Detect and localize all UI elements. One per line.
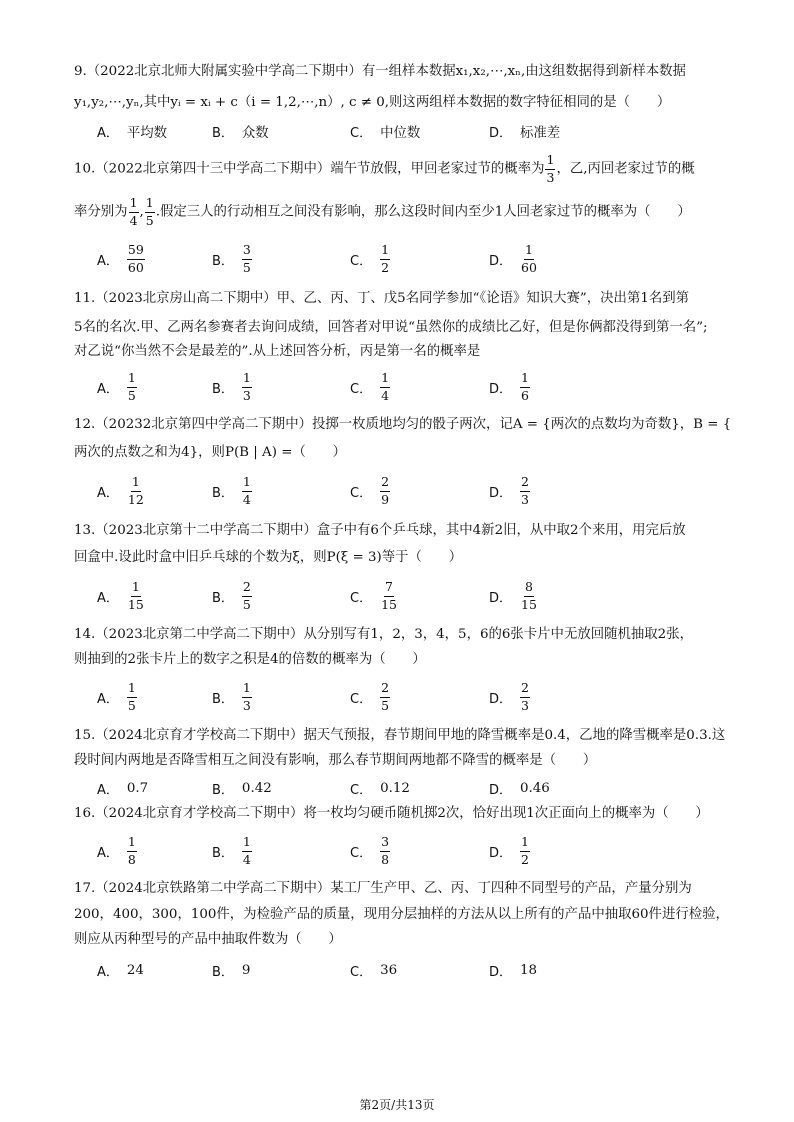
question-15-line-2: 段时间内两地是否降雪相互之间没有影响，那么春节期间两地都不降雪的概率是（ ）	[74, 753, 597, 768]
option-label: A．	[97, 381, 119, 397]
option-label: C．	[350, 253, 373, 269]
option-text: 36	[380, 962, 398, 978]
fraction	[520, 372, 530, 402]
fraction-denominator: 4	[381, 387, 390, 403]
fraction-denominator: 3	[242, 697, 251, 713]
fraction	[129, 197, 139, 227]
option-a[interactable]	[97, 367, 137, 407]
option-label: D．	[489, 381, 513, 397]
option-label: A．	[97, 125, 119, 141]
fraction-denominator: 60	[127, 259, 144, 275]
option-b[interactable]	[212, 768, 272, 808]
question-16-line-1: 16.（2024北京育才学校高二下期中）将一枚均匀硬币随机掷2次，恰好出现1次正面向上的概率为（ ）	[74, 806, 709, 821]
option-b[interactable]	[212, 677, 252, 717]
option-b[interactable]	[212, 239, 252, 279]
question-14-line-2: 则抽到的2张卡片上的数字之积是4的倍数的概率为（ ）	[74, 652, 426, 667]
fraction	[127, 372, 137, 402]
fraction-numerator: 8	[524, 581, 534, 597]
question-12-line-1: 12.（20232北京第四中学高二下期中）投掷一枚质地均匀的骰子两次，记A = {两次的点数均为奇数}，B = {	[74, 417, 732, 432]
question-13-line-1: 13.（2023北京第十二中学高二下期中）盒子中有6个乒乓球，其中4新2旧，从中取2个来用，用完后放	[74, 523, 686, 538]
comma: ,	[139, 204, 144, 220]
option-label: C．	[350, 485, 373, 501]
option-label: D．	[489, 845, 513, 861]
option-label: B．	[212, 125, 234, 141]
fraction-numerator: 1	[131, 581, 141, 597]
option-label: B．	[212, 381, 234, 397]
fraction-numerator: 1	[127, 682, 137, 698]
option-a[interactable]	[97, 471, 145, 511]
option-text: 标准差	[520, 125, 561, 141]
option-label: B．	[212, 964, 234, 980]
option-a[interactable]	[97, 831, 137, 871]
option-text: 0.46	[520, 780, 550, 796]
fraction	[520, 836, 530, 866]
fraction	[145, 197, 155, 227]
option-label: C．	[350, 125, 373, 141]
option-label: C．	[350, 964, 373, 980]
option-a[interactable]	[97, 950, 144, 990]
option-text: 18	[520, 962, 538, 978]
option-c[interactable]	[350, 831, 390, 871]
fraction-denominator: 5	[242, 259, 251, 275]
fraction-numerator: 3	[380, 836, 390, 852]
question-9-line-2: y₁,y₂,⋯,yₙ,其中yᵢ = xᵢ + c（i = 1,2,⋯,n）, c ≠ 0,则这两组样本数据的数字特征相同的是（ ）	[74, 95, 671, 110]
fraction-denominator: 8	[127, 851, 136, 867]
fraction-numerator: 1	[242, 836, 252, 852]
option-c[interactable]	[350, 677, 390, 717]
fraction-numerator: 1	[127, 836, 137, 852]
fraction	[127, 836, 137, 866]
option-d[interactable]	[489, 111, 560, 151]
fraction-numerator: 1	[145, 197, 155, 213]
option-b[interactable]	[212, 471, 252, 511]
fraction-numerator: 59	[127, 244, 145, 260]
fraction	[127, 476, 145, 506]
fraction-denominator: 9	[381, 491, 390, 507]
question-14-options	[97, 677, 697, 717]
fraction	[380, 836, 390, 866]
question-17-options	[97, 950, 697, 990]
option-label: A．	[97, 485, 119, 501]
question-10-text-c: 率分别为	[74, 204, 128, 220]
fraction-denominator: 3	[521, 697, 529, 713]
fraction	[242, 836, 252, 866]
option-label: D．	[489, 782, 513, 798]
question-16-options	[97, 831, 697, 871]
option-c[interactable]	[350, 367, 390, 407]
fraction-numerator: 1	[520, 836, 530, 852]
fraction	[242, 581, 252, 611]
fraction-denominator: 4	[129, 212, 138, 228]
fraction	[380, 372, 390, 402]
option-d[interactable]	[489, 367, 530, 407]
option-label: D．	[489, 590, 513, 606]
question-10-text-d: .假定三人的行动相互之间没有影响，那么这段时间内至少1人回老家过节的概率为（ ）	[155, 204, 691, 220]
fraction-numerator: 7	[384, 581, 394, 597]
option-a[interactable]	[97, 677, 137, 717]
option-text: 0.42	[241, 780, 272, 796]
fraction	[545, 154, 555, 184]
option-d[interactable]	[489, 239, 538, 279]
option-label: D．	[489, 691, 513, 707]
option-label: D．	[489, 485, 513, 501]
option-b[interactable]	[212, 367, 252, 407]
option-c[interactable]	[350, 111, 420, 151]
fraction	[380, 476, 390, 506]
option-b[interactable]	[212, 831, 252, 871]
option-b[interactable]	[212, 950, 250, 990]
fraction-numerator: 1	[242, 476, 252, 492]
fraction-denominator: 5	[127, 697, 136, 713]
fraction-denominator: 60	[521, 259, 537, 275]
question-13-line-2: 回盒中.设此时盒中旧乒乓球的个数为ξ，则P(ξ = 3)等于（ ）	[74, 550, 463, 565]
fraction	[520, 476, 530, 506]
fraction-denominator: 5	[242, 596, 251, 612]
option-a[interactable]	[97, 111, 167, 151]
option-b[interactable]	[212, 576, 252, 616]
fraction-denominator: 2	[521, 851, 529, 867]
option-label: C．	[350, 590, 373, 606]
fraction-numerator: 2	[520, 682, 530, 698]
option-a[interactable]	[97, 768, 148, 808]
fraction-numerator: 1	[520, 372, 530, 388]
option-d[interactable]	[489, 768, 550, 808]
option-label: D．	[489, 125, 513, 141]
fraction-denominator: 15	[127, 596, 144, 612]
question-9-line-1: 9.（2022北京北师大附属实验中学高二下期中）有一组样本数据x₁,x₂,⋯,xₙ,由这组数据得到新样本数据	[74, 64, 686, 79]
fraction-denominator: 5	[381, 697, 390, 713]
question-12-line-2: 两次的点数之和为4}，则P(B | A) =（ ）	[74, 445, 346, 460]
fraction-numerator: 2	[242, 581, 252, 597]
fraction-denominator: 15	[381, 596, 397, 612]
fraction-numerator: 1	[127, 372, 137, 388]
option-label: A．	[97, 845, 119, 861]
fraction-numerator: 1	[242, 682, 252, 698]
option-text: 众数	[241, 125, 269, 141]
option-d[interactable]	[489, 950, 537, 990]
option-b[interactable]	[212, 111, 269, 151]
option-text: 0.7	[126, 780, 149, 796]
option-label: A．	[97, 253, 119, 269]
fraction	[520, 244, 538, 274]
option-label: C．	[350, 782, 373, 798]
fraction	[380, 682, 390, 712]
fraction-denominator: 6	[521, 387, 529, 403]
fraction-numerator: 1	[545, 154, 555, 170]
fraction-numerator: 2	[520, 476, 530, 492]
option-label: A．	[97, 691, 119, 707]
fraction-numerator: 1	[129, 197, 139, 213]
fraction-numerator: 3	[242, 244, 252, 260]
option-c[interactable]	[350, 239, 390, 279]
option-c[interactable]	[350, 768, 410, 808]
option-label: B．	[212, 590, 234, 606]
question-10-text-a: 10.（2022北京第四十三中学高二下期中）端午节放假，甲回老家过节的概率为	[74, 161, 545, 177]
fraction-numerator: 1	[380, 372, 390, 388]
option-d[interactable]	[489, 576, 538, 616]
fraction-numerator: 1	[242, 372, 252, 388]
option-label: C．	[350, 691, 373, 707]
question-14-line-1: 14.（2023北京第二中学高二下期中）从分别写有1，2，3，4，5，6的6张卡片中无放回随机抽取2张，	[74, 627, 693, 642]
fraction	[127, 244, 145, 274]
fraction	[380, 581, 398, 611]
option-label: A．	[97, 964, 119, 980]
fraction-denominator: 4	[242, 491, 251, 507]
option-c[interactable]	[350, 950, 397, 990]
option-label: B．	[212, 691, 234, 707]
fraction-denominator: 4	[242, 851, 251, 867]
question-17-line-2: 200，400，300，100件，为检验产品的质量，现用分层抽样的方法从以上所有的产品中抽取60件进行检验，	[74, 907, 729, 922]
question-11-line-1: 11.（2023北京房山高二下期中）甲、乙、丙、丁、戊5名同学参加“《论语》知识大赛”，决出第1名到第	[74, 291, 690, 306]
option-d[interactable]	[489, 471, 530, 511]
question-10-text-b: ，乙,丙回老家过节的概	[556, 161, 695, 177]
question-11-options	[97, 367, 697, 407]
option-text: 平均数	[126, 125, 168, 141]
question-12-options	[97, 471, 697, 511]
question-11-line-3: 对乙说“你当然不会是最差的”.从上述回答分析，丙是第一名的概率是	[74, 344, 481, 359]
fraction	[242, 682, 252, 712]
fraction	[520, 581, 538, 611]
option-label: A．	[97, 590, 119, 606]
fraction-numerator: 1	[524, 244, 534, 260]
fraction-denominator: 8	[381, 851, 390, 867]
fraction	[380, 244, 390, 274]
question-10-line-2	[74, 197, 728, 227]
option-label: C．	[350, 381, 373, 397]
option-label: D．	[489, 964, 513, 980]
question-11-line-2: 5名的名次.甲、乙两名参赛者去询问成绩，回答者对甲说“虽然你的成绩比乙好，但是你俩都没得到第一名”;	[74, 320, 708, 335]
option-label: A．	[97, 782, 119, 798]
question-17-line-3: 则应从丙种型号的产品中抽取件数为（ ）	[74, 932, 342, 947]
question-9-options	[97, 111, 697, 151]
fraction	[242, 476, 252, 506]
fraction	[242, 244, 252, 274]
option-text: 0.12	[380, 780, 410, 796]
option-a[interactable]	[97, 576, 145, 616]
fraction-denominator: 5	[127, 387, 136, 403]
question-17-line-1: 17.（2024北京铁路第二中学高二下期中）某工厂生产甲、乙、丙、丁四种不同型号的产品，产量分别为	[74, 881, 692, 896]
fraction-denominator: 2	[381, 259, 390, 275]
option-label: B．	[212, 253, 234, 269]
fraction	[127, 581, 145, 611]
question-10-line-1	[74, 154, 728, 184]
fraction-denominator: 3	[521, 491, 529, 507]
fraction-denominator: 15	[521, 596, 537, 612]
question-13-options	[97, 576, 697, 616]
option-d[interactable]	[489, 831, 530, 871]
option-c[interactable]	[350, 471, 390, 511]
fraction	[520, 682, 530, 712]
fraction-numerator: 2	[380, 682, 390, 698]
option-label: B．	[212, 845, 234, 861]
option-text: 24	[126, 962, 144, 978]
question-10-options	[97, 239, 697, 279]
page-footer: 第2页/共13页	[359, 1098, 435, 1112]
fraction-denominator: 3	[546, 169, 555, 185]
option-d[interactable]	[489, 677, 530, 717]
fraction-denominator: 12	[127, 491, 144, 507]
option-label: B．	[212, 782, 234, 798]
option-text: 中位数	[380, 125, 421, 141]
option-c[interactable]	[350, 576, 398, 616]
fraction-numerator: 1	[380, 244, 390, 260]
option-label: B．	[212, 485, 234, 501]
option-label: C．	[350, 845, 373, 861]
fraction	[127, 682, 137, 712]
fraction-denominator: 5	[145, 212, 154, 228]
option-a[interactable]	[97, 239, 145, 279]
option-text: 9	[241, 962, 251, 978]
option-label: D．	[489, 253, 513, 269]
fraction-denominator: 3	[242, 387, 251, 403]
fraction-numerator: 1	[131, 476, 141, 492]
fraction	[242, 372, 252, 402]
question-15-line-1: 15.（2024北京育才学校高二下期中）据天气预报，春节期间甲地的降雪概率是0.4，乙地的降雪概率是0.3.这	[74, 728, 726, 743]
question-15-options	[97, 768, 697, 808]
fraction-numerator: 2	[380, 476, 390, 492]
